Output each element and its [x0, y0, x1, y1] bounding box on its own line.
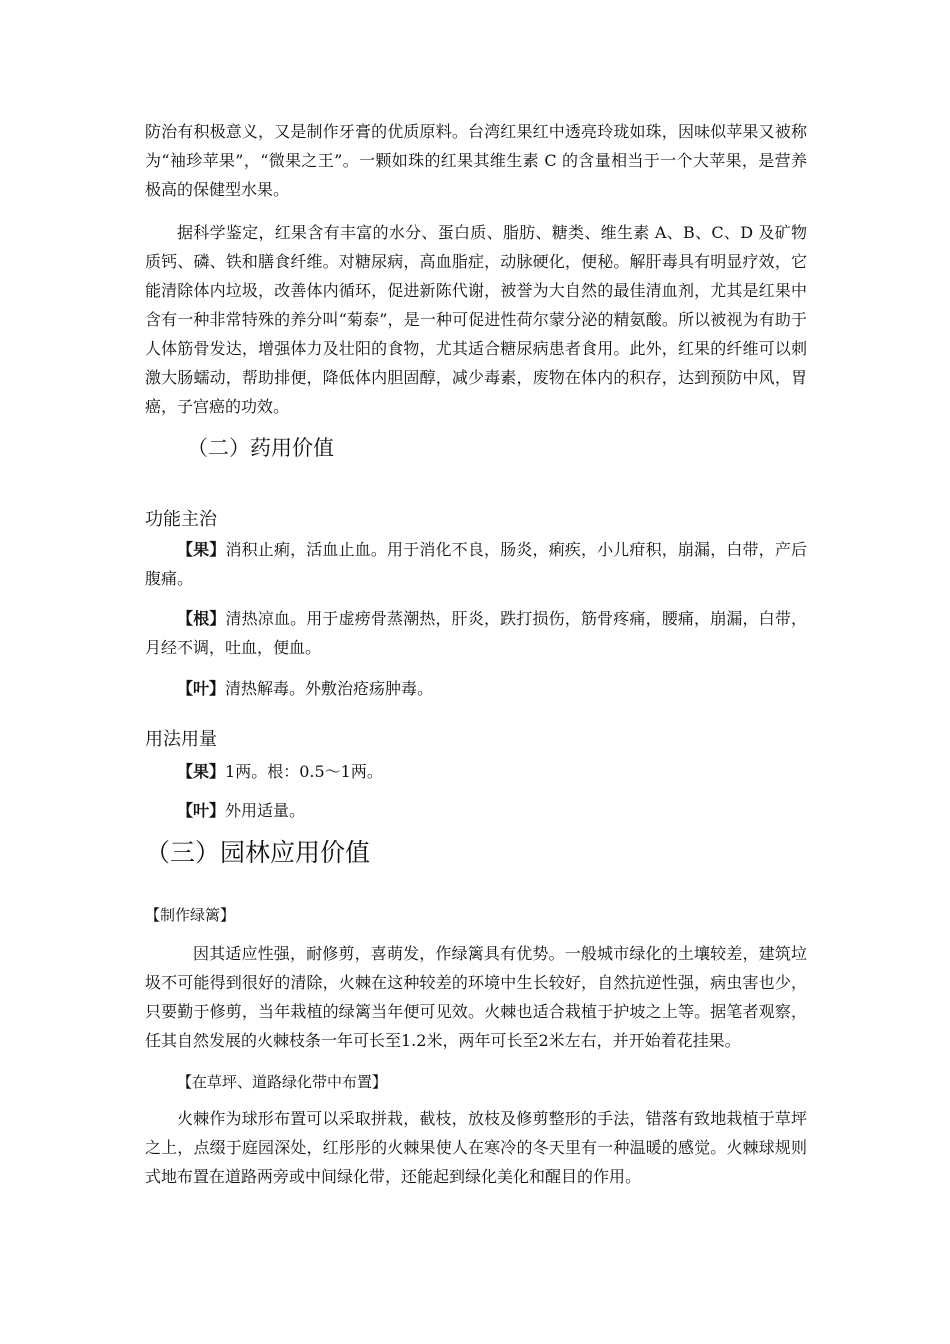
fruit-dosage-text: 1两。根：0.5～1两。 — [225, 762, 383, 781]
fruit-tag: 【果】 — [177, 540, 226, 559]
leaf-tag: 【叶】 — [177, 679, 226, 698]
paragraph-scientific-analysis: 据科学鉴定，红果含有丰富的水分、蛋白质、脂肪、糖类、维生素 A、B、C、D 及矿物质钙、磷、铁和膳食纤维。对糖尿病，高血脂症，动脉硬化，便秘。解肝毒具有明显疗效，它能清除体内垃圾，改善体内循环，促进新陈代谢，被誉为大自然的最佳清血剂，尤其是红果中含有一种非常特殊的养分叫“菊泰”，是一种可促进性荷尔蒙分泌的精氨酸。所以被视为有助于人体筋骨发达，增强体力及壮阳的食物，尤其适合糖尿病患者食用。此外，红果的纤维可以刺激大肠蠕动，帮助排便，降低体内胆固醇，减少毒素，废物在体内的积存，达到预防中风，胃癌，子宫癌的功效。 — [145, 223, 807, 416]
leaf-dosage-text: 外用适量。 — [225, 801, 306, 820]
paragraph-leaf-dosage — [145, 796, 807, 825]
paragraph-lawn-road: 火棘作为球形布置可以采取拼栽，截枝，放枝及修剪整形的手法，错落有致地栽植于草坪之上，点缀于庭园深处，红彤彤的火棘果使人在寒冷的冬天里有一种温暖的感觉。火棘球规则式地布置在道路两旁或中间绿化带，还能起到绿化美化和醒目的作用。 — [145, 1109, 807, 1186]
paragraph-leaf-function — [145, 674, 807, 703]
heading-function-indication: 功能主治 — [145, 509, 217, 530]
fruit-dosage-tag: 【果】 — [177, 762, 226, 781]
heading-garden-value: （三）园林应用价值 — [145, 838, 371, 867]
paragraph-fruit-dosage — [145, 757, 807, 786]
root-tag: 【根】 — [177, 609, 226, 628]
paragraph-root-function — [145, 604, 807, 662]
leaf-dosage-tag: 【叶】 — [177, 801, 226, 820]
heading-medicinal-value: （二）药用价值 — [187, 436, 334, 460]
paragraph-fruit-function — [145, 535, 807, 593]
root-function-text: 清热凉血。用于虚痨骨蒸潮热，肝炎，跌打损伤，筋骨疼痛，腰痛，崩漏，白带，月经不调，吐血，便血。 — [145, 609, 807, 657]
leaf-function-text: 清热解毒。外敷治疮疡肿毒。 — [225, 679, 434, 698]
paragraph-intro-end: 防治有积极意义，又是制作牙膏的优质原料。台湾红果红中透亮玲珑如珠，因味似苹果又被称为“袖珍苹果”，“微果之王”。一颗如珠的红果其维生素 C 的含量相当于一个大苹果，是营养极高的保健型水果。 — [145, 122, 807, 199]
heading-usage-dosage: 用法用量 — [145, 729, 217, 750]
heading-hedge: 【制作绿篱】 — [145, 906, 236, 924]
paragraph-hedge: 因其适应性强，耐修剪，喜萌发，作绿篱具有优势。一般城市绿化的土壤较差，建筑垃圾不可能得到很好的清除，火棘在这种较差的环境中生长较好，自然抗逆性强，病虫害也少，只要勤于修剪，当年栽植的绿篱当年便可见效。火棘也适合栽植于护坡之上等。据笔者观察，任其自然发展的火棘枝条一年可长至1.2米，两年可长至2米左右，并开始着花挂果。 — [145, 944, 807, 1050]
fruit-function-text: 消积止痢，活血止血。用于消化不良，肠炎，痢疾，小儿疳积，崩漏，白带，产后腹痛。 — [145, 540, 807, 588]
heading-lawn-road: 【在草坪、道路绿化带中布置】 — [177, 1073, 388, 1091]
